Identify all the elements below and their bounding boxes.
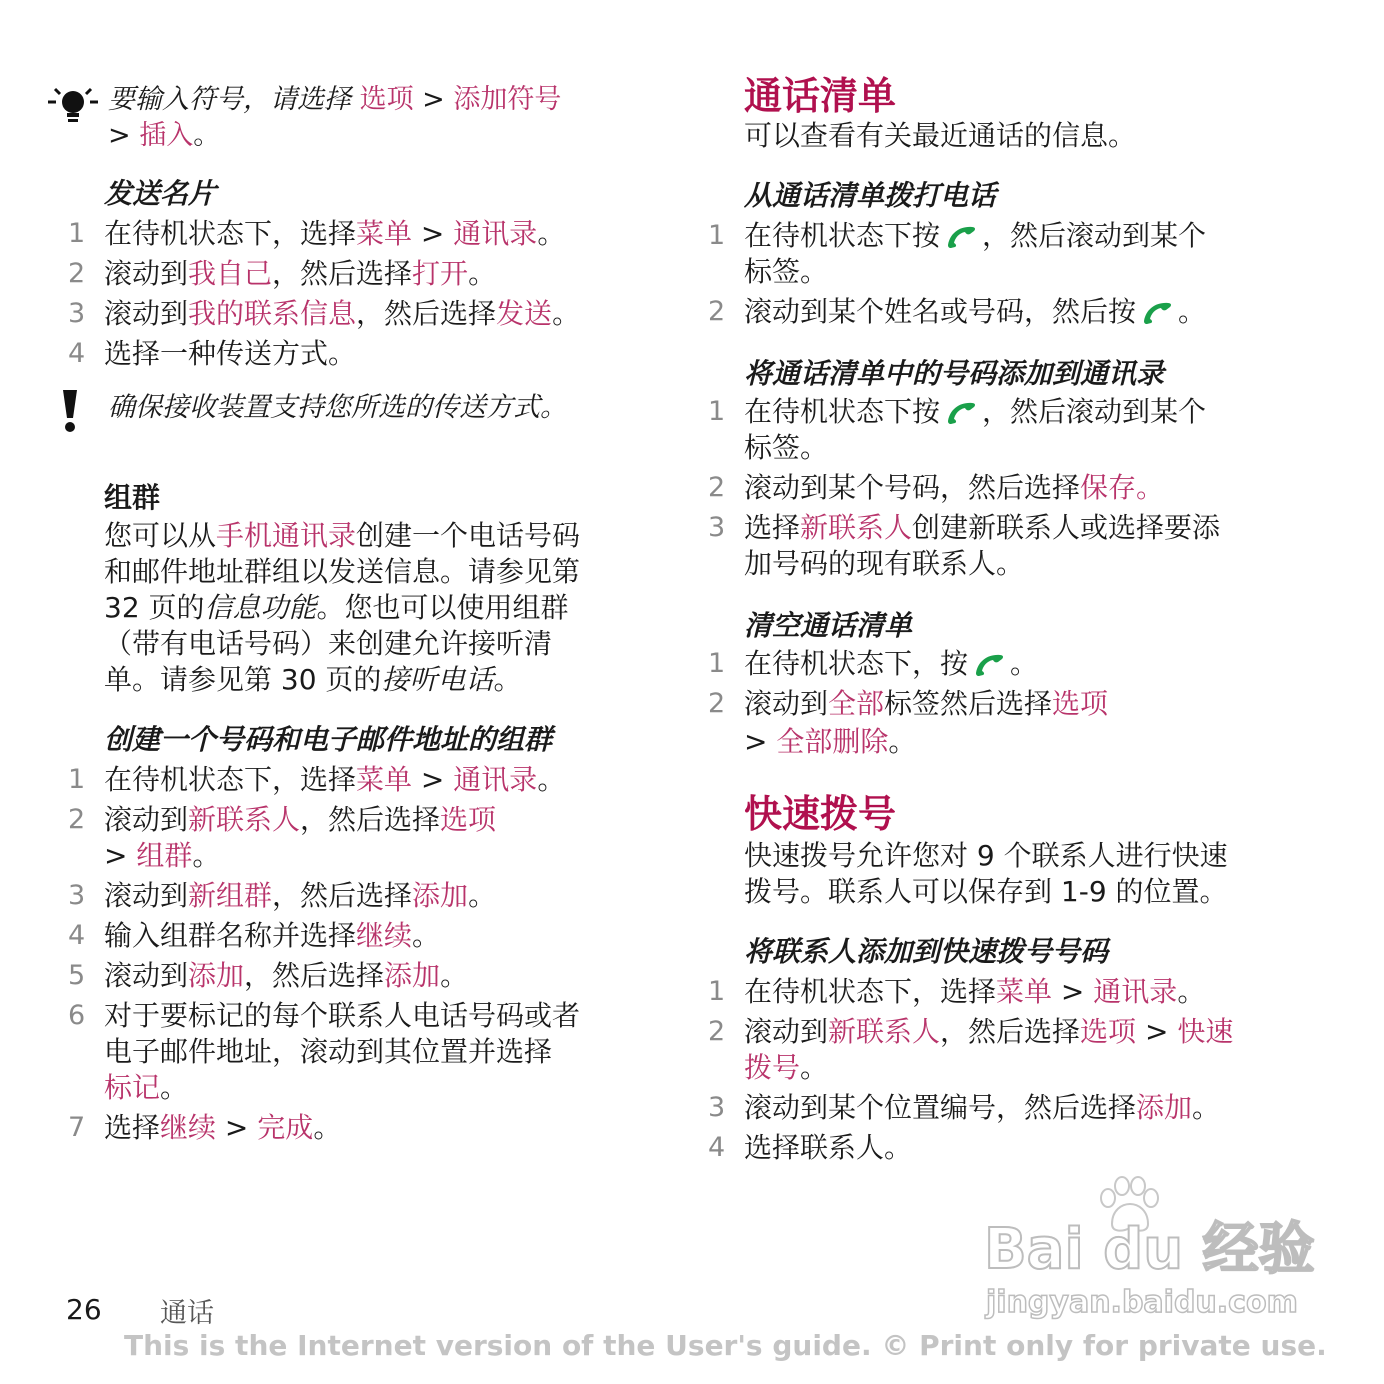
create-group-step-1: 在待机状态下，选择菜单 > 通讯录。 (104, 763, 566, 796)
call-list-intro: 可以查看有关最近通话的信息。 (744, 119, 1137, 152)
groups-para-line-2: 和邮件地址群组以发送信息。请参见第 (104, 555, 581, 588)
step-number: 5 (68, 960, 86, 991)
step-number: 6 (68, 1000, 86, 1031)
step-number: 1 (68, 764, 86, 795)
warning-exclamation-icon (58, 388, 82, 434)
page-number: 26 (66, 1293, 102, 1326)
step-number: 2 (68, 258, 86, 289)
create-group-step-3: 滚动到新组群，然后选择添加。 (104, 879, 497, 912)
clear-step-1: 在待机状态下，按 。 (744, 647, 1039, 680)
speed-dial-step-4: 选择联系人。 (744, 1131, 913, 1164)
tip-lightbulb-icon (46, 86, 100, 128)
disclaimer-text: This is the Internet version of the User's guide. © Print only for private use. (124, 1329, 1327, 1362)
create-group-step-6-line-3: 标记。 (104, 1071, 189, 1104)
call-key-icon (944, 399, 978, 425)
watermark-brand: Bai du 经验 (984, 1217, 1315, 1282)
call-key-icon (944, 223, 978, 249)
create-group-step-7: 选择继续 > 完成。 (104, 1111, 342, 1144)
speed-dial-step-2-cont: 拨号。 (744, 1051, 829, 1084)
speed-dial-heading: 快速拨号 (744, 792, 897, 836)
groups-heading: 组群 (104, 481, 161, 514)
dial-step-1-cont: 标签。 (744, 255, 829, 288)
tip-line-2: > 插入。 (108, 120, 221, 151)
step-number: 2 (68, 804, 86, 835)
step-number: 4 (68, 920, 86, 951)
send-card-step-3: 滚动到我的联系信息，然后选择发送。 (104, 297, 581, 330)
clear-list-heading: 清空通话清单 (744, 609, 913, 642)
add-step-2: 滚动到某个号码，然后选择保存。 (744, 471, 1165, 504)
create-group-step-2-cont: > 组群。 (104, 839, 221, 872)
dial-step-1: 在待机状态下按 ，然后滚动到某个 (744, 219, 1207, 252)
call-list-heading: 通话清单 (744, 74, 897, 118)
add-step-3: 选择新联系人创建新联系人或选择要添 (744, 511, 1221, 544)
step-number: 2 (708, 296, 726, 327)
step-number: 1 (708, 220, 726, 251)
speed-dial-add-heading: 将联系人添加到快速拨号号码 (744, 935, 1109, 968)
section-name: 通话 (160, 1298, 214, 1329)
tip-line-1: 要输入符号，请选择 选项 > 添加符号 (108, 84, 562, 115)
create-group-step-6-line-2: 电子邮件地址，滚动到其位置并选择 (104, 1035, 553, 1068)
warning-text: 确保接收装置支持您所选的传送方式。 (108, 392, 567, 423)
step-number: 1 (708, 396, 726, 427)
speed-dial-step-2: 滚动到新联系人，然后选择选项 > 快速 (744, 1015, 1234, 1048)
add-to-contacts-heading: 将通话清单中的号码添加到通讯录 (744, 357, 1165, 390)
create-group-step-2: 滚动到新联系人，然后选择选项 (104, 803, 497, 836)
add-step-1: 在待机状态下按 ，然后滚动到某个 (744, 395, 1207, 428)
step-number: 3 (708, 1092, 726, 1123)
create-group-step-4: 输入组群名称并选择继续。 (104, 919, 441, 952)
clear-step-2: 滚动到全部标签然后选择选项 (744, 687, 1109, 720)
add-step-1-cont: 标签。 (744, 431, 829, 464)
send-card-step-1: 在待机状态下，选择菜单 > 通讯录。 (104, 217, 566, 250)
step-number: 3 (68, 880, 86, 911)
step-number: 4 (68, 338, 86, 369)
groups-para-line-4: （带有电话号码）来创建允许接听清 (104, 627, 553, 660)
add-step-3-cont: 加号码的现有联系人。 (744, 547, 1025, 580)
step-number: 1 (708, 976, 726, 1007)
step-number: 3 (68, 298, 86, 329)
create-group-heading: 创建一个号码和电子邮件地址的组群 (104, 723, 553, 756)
groups-para-line-1: 您可以从手机通讯录创建一个电话号码 (104, 519, 581, 552)
groups-para-line-5: 单。请参见第 30 页的接听电话。 (104, 663, 522, 696)
create-group-step-6-line-1: 对于要标记的每个联系人电话号码或者 (104, 999, 581, 1032)
call-key-icon (972, 651, 1006, 677)
send-card-step-2: 滚动到我自己，然后选择打开。 (104, 257, 497, 290)
speed-dial-para-line-1: 快速拨号允许您对 9 个联系人进行快速 (744, 839, 1228, 872)
speed-dial-step-3: 滚动到某个位置编号，然后选择添加。 (744, 1091, 1221, 1124)
dial-from-list-heading: 从通话清单拨打电话 (744, 179, 997, 212)
step-number: 1 (68, 218, 86, 249)
step-number: 7 (68, 1112, 86, 1143)
baidu-jingyan-watermark (976, 1176, 1315, 1326)
watermark-url: jingyan.baidu.com (986, 1285, 1298, 1320)
speed-dial-para-line-2: 拨号。联系人可以保存到 1-9 的位置。 (744, 875, 1228, 908)
clear-step-2-cont: > 全部删除。 (744, 725, 917, 758)
call-key-icon (1140, 299, 1174, 325)
step-number: 2 (708, 1016, 726, 1047)
step-number: 2 (708, 688, 726, 719)
groups-para-line-3: 32 页的信息功能。您也可以使用组群 (104, 591, 569, 624)
step-number: 1 (708, 648, 726, 679)
step-number: 2 (708, 472, 726, 503)
speed-dial-step-1: 在待机状态下，选择菜单 > 通讯录。 (744, 975, 1206, 1008)
step-number: 4 (708, 1132, 726, 1163)
send-card-step-4: 选择一种传送方式。 (104, 337, 357, 370)
create-group-step-5: 滚动到添加，然后选择添加。 (104, 959, 469, 992)
dial-step-2: 滚动到某个姓名或号码，然后按 。 (744, 295, 1207, 328)
step-number: 3 (708, 512, 726, 543)
send-card-heading: 发送名片 (104, 177, 217, 210)
